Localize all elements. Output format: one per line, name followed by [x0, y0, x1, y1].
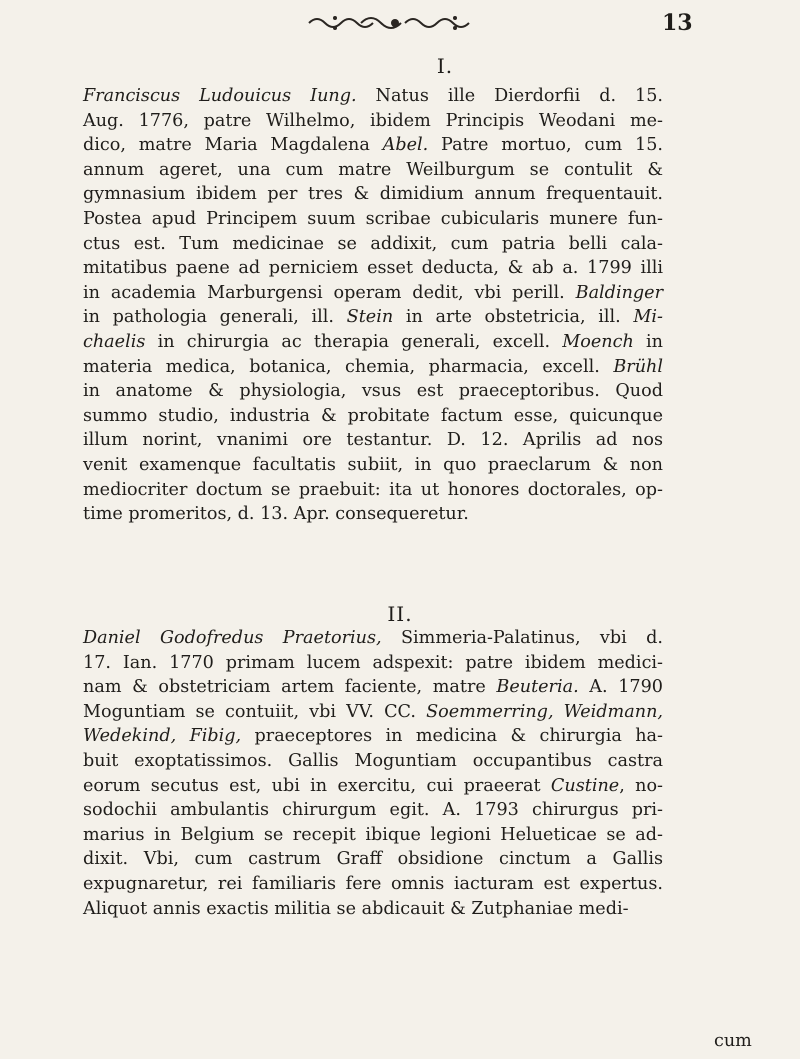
entry-paragraph-1	[83, 84, 663, 527]
text-run: sodochii ambulantis chirurgum egit. A. 1793 chirurgus pri-	[83, 800, 663, 821]
text-run: nam & obstetriciam artem faciente, matre	[83, 677, 497, 698]
text-run: Natus ille Dierdorfii d. 15.	[356, 86, 663, 106]
text-run: in academia Marburgensi operam dedit, vbi perill.	[83, 282, 576, 303]
name-emphasis: Mi-	[633, 307, 663, 328]
text-run: annum ageret, una cum matre Weilburgum se contulit &	[83, 159, 663, 180]
text-line	[83, 207, 663, 232]
text-run: in	[633, 331, 663, 352]
text-line	[83, 774, 663, 799]
text-line	[83, 724, 663, 749]
text-line	[83, 823, 663, 848]
entry-numeral-1: I.	[436, 54, 454, 78]
name-emphasis: Wedekind, Fibig,	[83, 726, 242, 747]
text-run: venit examenque facultatis subiit, in quo praeclarum & non	[83, 454, 663, 475]
name-emphasis: Daniel Godofredus Praetorius,	[83, 628, 382, 648]
name-emphasis: Baldinger	[575, 282, 663, 303]
text-run: Postea apud Principem suum scribae cubicularis munere fun-	[83, 208, 663, 229]
text-run: time promeritos, d. 13. Apr. consequeretur.	[83, 504, 469, 525]
text-run: ctus est. Tum medicinae se addixit, cum patria belli cala-	[83, 233, 663, 254]
text-line	[83, 675, 663, 700]
text-line	[83, 502, 663, 527]
text-line	[83, 182, 663, 207]
text-run: , no-	[619, 775, 663, 796]
text-run: praeceptores in medicina & chirurgia ha-	[241, 726, 663, 747]
text-run: Patre mortuo, cum 15.	[428, 135, 663, 156]
text-line	[83, 158, 663, 183]
text-run: mediocriter doctum se praebuit: ita ut honores doctorales, op-	[83, 479, 663, 500]
text-line	[83, 305, 663, 330]
text-line	[83, 232, 663, 257]
text-run: marius in Belgium se recepit ibique legioni Helueticae se ad-	[83, 824, 663, 845]
text-run: materia medica, botanica, chemia, pharmacia, excell.	[83, 356, 614, 377]
text-run: in chirurgia ac therapia generali, excell.	[145, 331, 563, 352]
text-run: in anatome & physiologia, vsus est praeceptoribus. Quod	[83, 381, 663, 402]
text-line	[83, 798, 663, 823]
text-line	[83, 626, 663, 651]
text-line	[83, 355, 663, 380]
text-run: eorum secutus est, ubi in exercitu, cui praeerat	[83, 775, 551, 796]
text-run: dico, matre Maria Magdalena	[83, 135, 383, 156]
name-emphasis: Franciscus Ludouicus Iung.	[83, 86, 357, 106]
text-line	[83, 109, 663, 134]
name-emphasis: Abel.	[382, 135, 429, 156]
text-run: mitatibus paene ad perniciem esset deducta, & ab a. 1799 illi	[83, 258, 663, 279]
ornament-flourish-icon	[305, 12, 485, 34]
text-line	[83, 256, 663, 281]
text-run: summo studio, industria & probitate factum esse, quicunque	[83, 405, 663, 426]
catchword: cum	[714, 1031, 752, 1051]
text-run: Aliquot annis exactis militia se abdicauit & Zutphaniae medi-	[83, 898, 629, 919]
name-emphasis: Custine	[550, 775, 620, 796]
text-line	[83, 453, 663, 478]
text-line	[83, 281, 663, 306]
text-run: dixit. Vbi, cum castrum Graff obsidione cinctum a Gallis	[83, 849, 663, 870]
text-run: in arte obstetricia, ill.	[393, 307, 634, 328]
text-run: gymnasium ibidem per tres & dimidium annum frequentauit.	[83, 184, 663, 205]
name-emphasis: chaelis	[83, 331, 146, 352]
text-run: A. 1790	[578, 677, 663, 698]
text-line	[83, 749, 663, 774]
text-run: expugnaretur, rei familiaris fere omnis iacturam est expertus.	[83, 873, 663, 894]
page-number: 13	[662, 10, 693, 36]
text-run: Moguntiam se contuiit, vbi VV. CC.	[83, 701, 427, 722]
text-line	[83, 379, 663, 404]
name-emphasis: Soemmerring, Weidmann,	[426, 701, 663, 722]
name-emphasis: Moench	[562, 331, 634, 352]
text-run: 17. Ian. 1770 primam lucem adspexit: patre ibidem medici-	[83, 652, 663, 673]
text-run: illum norint, vnanimi ore testantur. D. 12. Aprilis ad nos	[83, 430, 663, 451]
entry-numeral-2: II.	[387, 602, 413, 626]
text-line	[83, 872, 663, 897]
text-line	[83, 404, 663, 429]
text-run: buit exoptatissimos. Gallis Moguntiam occupantibus castra	[83, 750, 663, 771]
name-emphasis: Beuteria.	[496, 677, 579, 698]
text-line	[83, 897, 663, 922]
text-line	[83, 478, 663, 503]
text-line	[83, 428, 663, 453]
text-line	[83, 84, 663, 109]
entry-paragraph-2	[83, 626, 663, 921]
text-line	[83, 700, 663, 725]
text-run: in pathologia generali, ill.	[83, 307, 347, 328]
text-run: Aug. 1776, patre Wilhelmo, ibidem Principis Weodani me-	[83, 110, 663, 131]
name-emphasis: Brühl	[613, 356, 663, 377]
text-line	[83, 133, 663, 158]
text-line	[83, 330, 663, 355]
text-line	[83, 651, 663, 676]
name-emphasis: Stein	[346, 307, 394, 328]
text-run: Simmeria-Palatinus, vbi d.	[381, 628, 663, 648]
text-line	[83, 847, 663, 872]
